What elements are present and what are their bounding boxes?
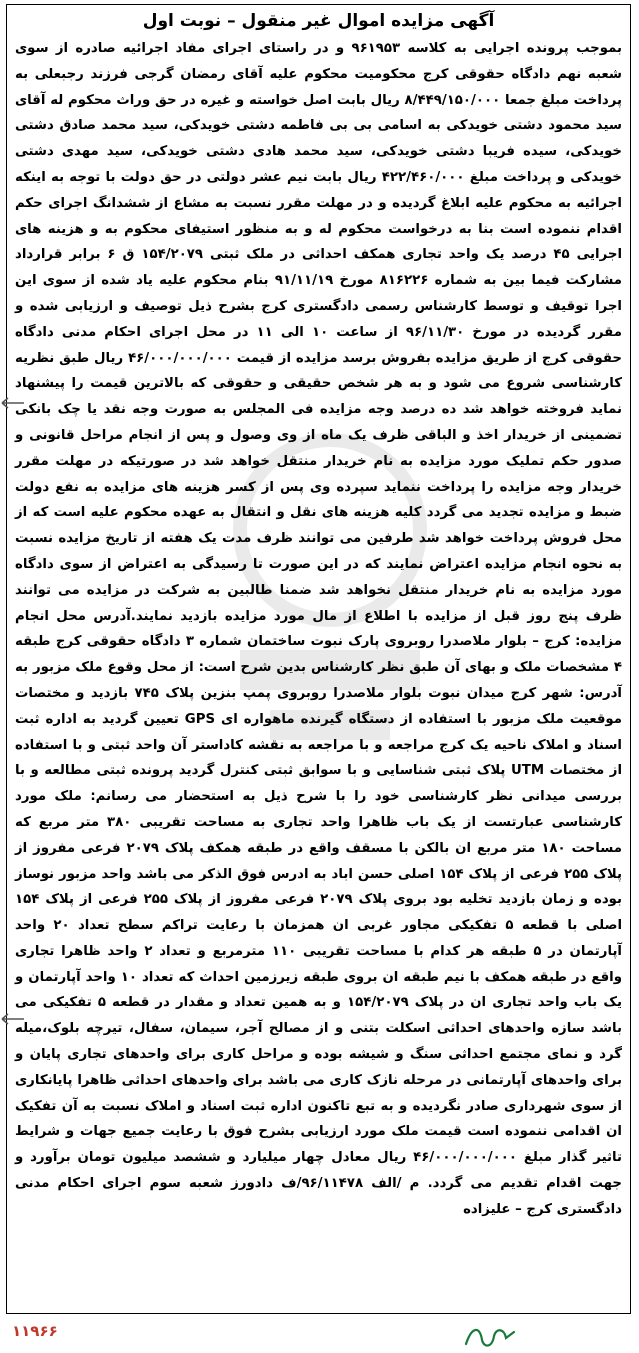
notice-title: آگهی مزایده اموال غیر منقول – نوبت اول (142, 11, 495, 31)
auction-notice (6, 4, 631, 1314)
margin-arrow-icon (0, 1012, 26, 1026)
notice-body: بموجب پرونده اجرایی به کلاسه ۹۶۱۹۵۳ و در راستای اجرای مفاد اجرائیه صادره از سوی شعبه نهم دادگاه حقوقی کرج محکومیت محکوم علیه آقای رمضان گرجی فرزند رجبعلی به پرداخت مبلغ جمعا ۸/۴۴۹/۱۵۰/۰۰۰ ریال بابت اصل خواسته و غیره در حق وراث محکوم له آقای سید محمود دشتی خویدکی به اسامی بی بی فاطمه دشتی خویدکی، سید محمد صادق دشتی خویدکی، سیده فریبا دشتی خویدکی، سید محمد هادی دشتی خویدکی، سید مهدی دشتی خویدکی و پرداخت مبلغ ۴۲۲/۴۶۰/۰۰۰ ریال بابت نیم عشر دولتی در حق دولت با توجه به اینکه اجرائیه به محکوم علیه ابلاغ گردیده و در مهلت مقرر نسبت به مشاع از ششدانگ اجرای حکم اقدام ننموده است بنا به درخواست محکوم له و به منظور استیفای محکوم به و هزینه های اجرایی ۴۵ درصد یک واحد تجاری همکف احداثی در ملک ثبتی ۱۵۴/۲۰۷۹ ق ۶ برابر قرارداد مشارکت فیما بین به شماره ۸۱۶۲۲۶ مورخ ۹۱/۱۱/۱۹ بنام محکوم علیه یاد شده از سوی این اجرا توقیف و توسط کارشناس رسمی دادگستری کرج بشرح ذیل توصیف و ارزیابی شده و مقرر گردیده در مورخ ۹۶/۱۱/۳۰ از ساعت ۱۰ الی ۱۱ در محل اجرای احکام مدنی دادگاه حقوقی کرج از طریق مزایده بفروش برسد مزایده از قیمت ۴۶/۰۰۰/۰۰۰/۰۰۰ ریال طبق نظریه کارشناسی شروع می شود و به هر شخص حقیقی و حقوقی که بالاترین قیمت را پیشنهاد نماید فروخته خواهد شد ده درصد وجه مزایده فی المجلس به صورت وجه نقد یا چک بانکی تضمینی از خریدار اخذ و الباقی ظرف یک ماه از وی وصول و پس از انجام مراحل قانونی و صدور حکم تملیک مورد مزایده به نام خریدار منتقل خواهد شد در صورتیکه در مهلت مقرر خریدار وجه مزایده را پرداخت ننماید سپرده وی پس از کسر هزینه های مزایده به نفع دولت ضبط و مزایده تجدید می گردد کلیه هزینه های نقل و انتقال به عهده محکوم علیه است که از محل فروش پرداخت خواهد شد طرفین می توانند ظرف مدت یک هفته از تاریخ مزایده نسبت به نحوه انجام مزایده اعتراض نمایند که در این صورت تا رسیدگی به اعتراض از سوی دادگاه مورد مزایده به نام خریدار منتقل نخواهد شد ضمنا طالبین به شرکت در مزایده می توانند ظرف پنج روز قبل از مزایده با اطلاع از مال مورد مزایده بازدید نمایند.آدرس محل انجام مزایده: کرج – بلوار ملاصدرا روبروی پارک نبوت ساختمان شماره ۳ دادگاه حقوقی کرج طبقه ۴ مشخصات ملک و بهای آن طبق نظر کارشناس بدین شرح است: از محل وقوع ملک مزبور به آدرس: شهر کرج میدان نبوت بلوار ملاصدرا روبروی پمپ بنزین پلاک ۷۴۵ بازدید و مختصات موقعیت ملک مزبور با استفاده از دستگاه گیرنده ماهواره ای GPS تعیین گردید به اداره ثبت اسناد و املاک ناحیه یک کرج مراجعه و با مراجعه به نقشه کاداستر آن واحد ثبتی و با استفاده از مختصات UTM پلاک ثبتی شناسایی و با سوابق ثبتی کنترل گردید پرونده ثبتی مطالعه و با بررسی میدانی نظر کارشناسی خود را با شرح ذیل به استحضار می رسانم: ملک مورد کارشناسی عبارتست از یک باب ظاهرا واحد تجاری به مساحت تقریبی ۳۸۰ متر مربع که مساحت ۱۸۰ متر مربع ان بالکن با مسقف واقع در طبقه همکف پلاک ۲۰۷۹ فرعی مفروز از پلاک ۲۵۵ فرعی از پلاک ۱۵۴ اصلی حسن اباد به ادرس فوق الذکر می باشد واحد مزبور نوساز بوده و زمان بازدید تخلیه بود بروی پلاک ۲۰۷۹ فرعی مفروز از پلاک ۲۵۵ فرعی از پلاک ۱۵۴ اصلی با قطعه ۵ تفکیکی مجاور غربی ان همزمان با رعایت تراکم سطح تعداد ۲۰ واحد آپارتمان در ۵ طبقه هر کدام با مساحت تقریبی ۱۱۰ مترمربع و تعداد ۲ واحد ظاهرا تجاری واقع در طبقه همکف با نیم طبقه ان بروی طبقه زیرزمین احداث که تعداد ۱۰ واحد آپارتمان و یک باب واحد تجاری ان در پلاک ۱۵۴/۲۰۷۹ و به همین تعداد و مقدار در قطعه ۵ تفکیکی می باشد سازه واحدهای احداثی اسکلت بتنی و از مصالح آجر، سیمان، سفال، تیرچه بلوک،میله گرد و نمای مجتمع احداثی سنگ و شیشه بوده و مراحل کاری برای واحدهای تجاری پایان و برای واحدهای آپارتمانی در مرحله نازک کاری می باشد برای واحدهای احداثی ظاهرا پایانکاری از سوی شهرداری صادر نگردیده و به تبع تاکنون اداره ثبت اسناد و املاک نسبت به آن تفکیک ان اقدامی ننموده است قیمت ملک مورد ارزیابی بشرح فوق با رعایت جمیع جهات و شرایط تاثیر گذار مبلغ ۴۶/۰۰۰/۰۰۰/۰۰۰ ریال معادل چهار میلیارد و ششصد میلیون تومان برآورد و جهت اقدام تقدیم می گردد. م /الف ۹۶/۱۱۴۷۸/ف دادورز شعبه سوم اجرای احکام مدنی دادگستری کرج – علیزاده (15, 41, 623, 1217)
handwritten-mark-icon (460, 1318, 520, 1352)
reference-number: ۱۱۹۶۶ (12, 1322, 58, 1340)
margin-arrow-icon (0, 396, 26, 410)
